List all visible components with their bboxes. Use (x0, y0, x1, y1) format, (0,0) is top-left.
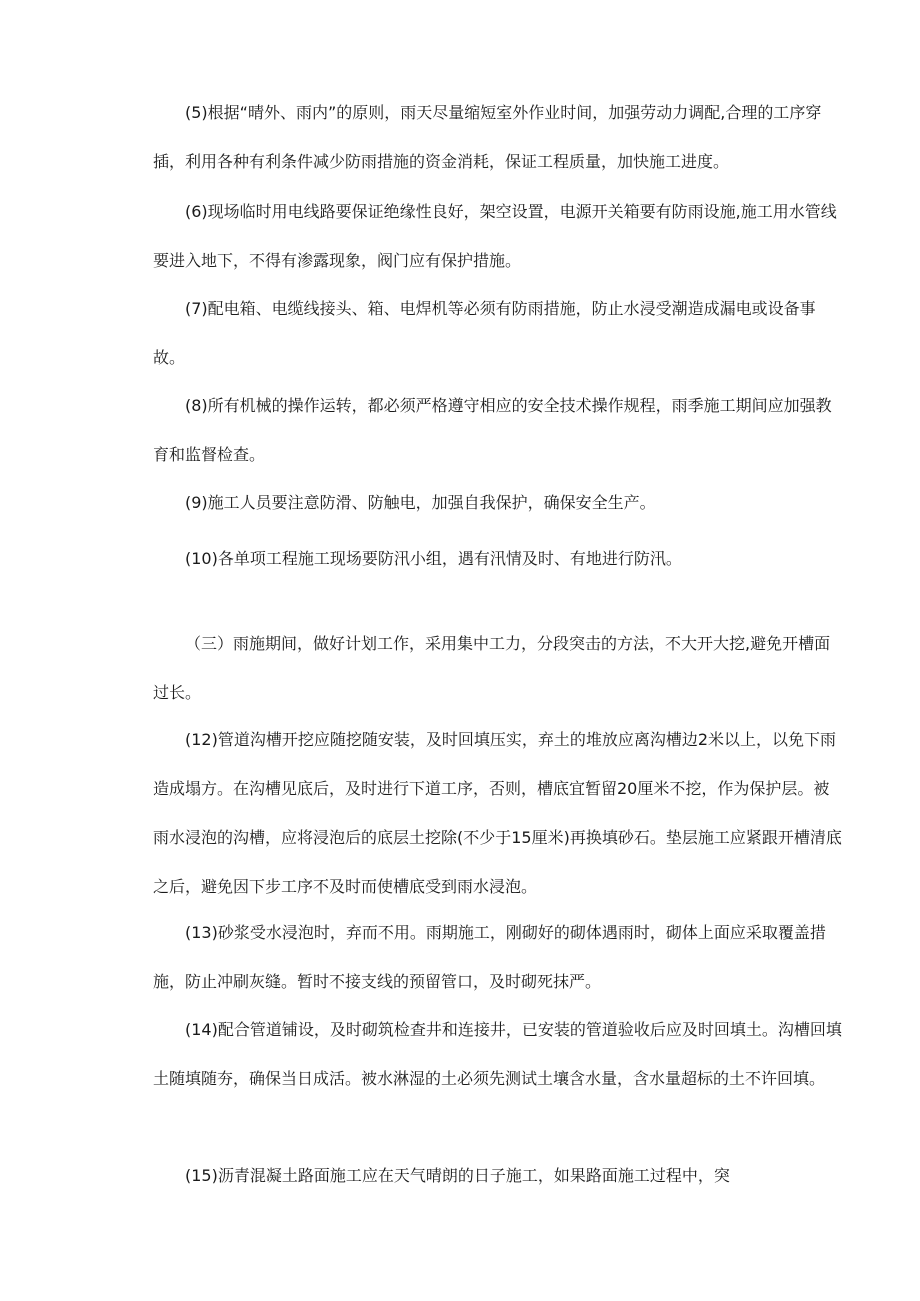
paragraph-6: (6)现场临时用电线路要保证绝缘性良好，架空设置，电源开关箱要有防雨设施,施工用水管线要进入地下，不得有渗露现象，阀门应有保护措施。 (153, 202, 837, 270)
paragraph-13: (13)砂浆受水浸泡时，弃而不用。雨期施工，刚砌好的砌体遇雨时，砌体上面应采取覆盖措施，防止冲刷灰缝。暂时不接支线的预留管口，及时砌死抹严。 (153, 923, 826, 991)
paragraph-8: (8)所有机械的操作运转，都必须严格遵守相应的安全技术操作规程，雨季施工期间应加强教育和监督检查。 (153, 396, 832, 464)
paragraph-7: (7)配电箱、电缆线接头、箱、电焊机等必须有防雨措施，防止水浸受潮造成漏电或设备事故。 (153, 299, 816, 367)
paragraph-9: (9)施工人员要注意防滑、防触电，加强自我保护，确保安全生产。 (185, 493, 656, 512)
paragraph-10: (10)各单项工程施工现场要防汛小组，遇有汛情及时、有地进行防汛。 (185, 549, 682, 568)
paragraph-14: (14)配合管道铺设，及时砌筑检查井和连接井，已安装的管道验收后应及时回填土。沟槽回填土随填随夯，确保当日成活。被水淋湿的土必须先测试土壤含水量，含水量超标的土不许回填。 (153, 1020, 842, 1088)
paragraph-15: (15)沥青混凝土路面施工应在天气晴朗的日子施工，如果路面施工过程中，突 (185, 1166, 730, 1185)
section-heading-3: （三）雨施期间，做好计划工作，采用集中工力，分段突击的方法，不大开大挖,避免开槽面过长。 (153, 634, 831, 702)
paragraph-5: (5)根据“晴外、雨内”的原则，雨天尽量缩短室外作业时间，加强劳动力调配,合理的工序穿插，利用各种有利条件减少防雨措施的资金消耗，保证工程质量，加快施工进度。 (153, 103, 822, 171)
paragraph-12: (12)管道沟槽开挖应随挖随安装，及时回填压实，弃土的堆放应离沟槽边2米以上，以免下雨造成塌方。在沟槽见底后，及时进行下道工序，否则，槽底宜暂留20厘米不挖，作为保护层。被雨水浸泡的沟槽，应将浸泡后的底层土挖除(不少于15厘米)再换填砂石。垫层施工应紧跟开槽清底之后，避免因下步工序不及时而使槽底受到雨水浸泡。 (153, 730, 842, 896)
